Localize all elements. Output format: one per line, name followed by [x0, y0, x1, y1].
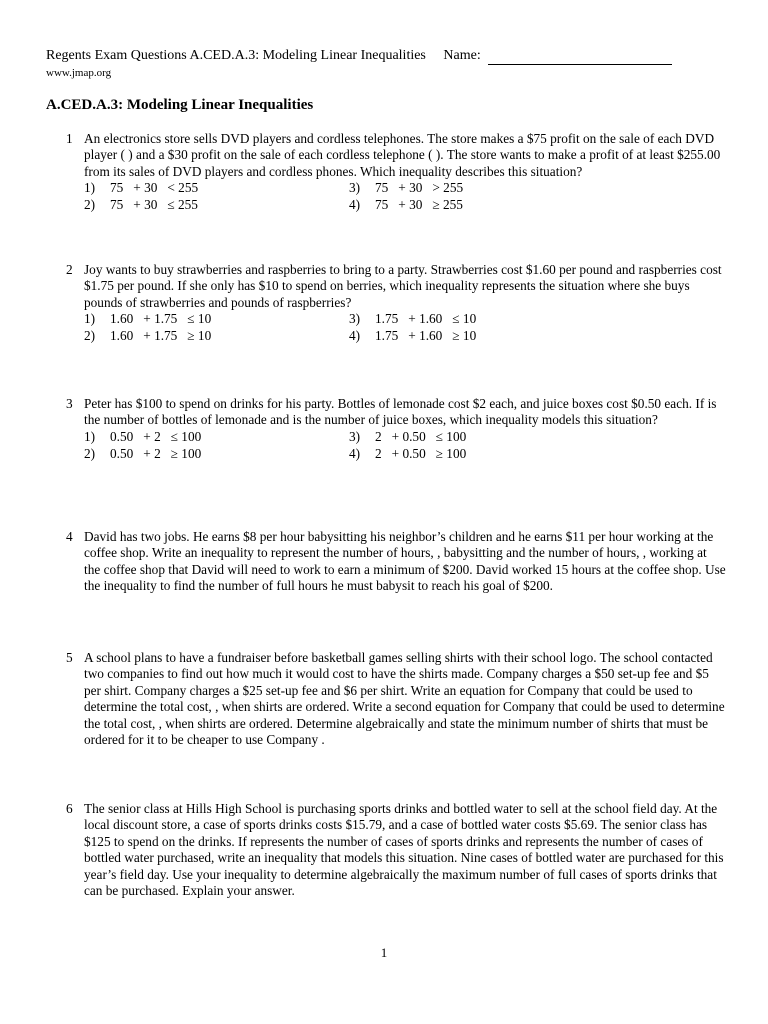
choice-3[interactable]: 3) 75 + 30 > 255 [349, 180, 464, 196]
website-url: www.jmap.org [46, 67, 112, 79]
worksheet-title: Regents Exam Questions A.CED.A.3: Modeling Linear Inequalities [46, 48, 426, 63]
choice-1[interactable]: 1) 0.50 + 2 ≤ 100 [84, 428, 202, 444]
question-text: The senior class at Hills High School is purchasing sports drinks and bottled water to sell at the school field day. At the local discount store, a case of sports drinks costs $15.79, and a case of bottled water costs $5.69. The senior class has $125 to spend on the drinks. If represents the number of cases of sports drinks and represents the number of cases of bottled water purchased, write an inequality that models this situation. Nine cases of bottled water are purchased for this year’s field day. Use your inequality to determine algebraically the maximum number of full cases of sports drinks that can be purchased. Explain your answer. [84, 801, 724, 899]
question-number: 4 [66, 529, 73, 544]
question-text: Joy wants to buy strawberries and raspberries to bring to a party. Strawberries cost $1.60 per pound and raspberries cost $1.75 per pound. If she only has $10 to spend on berries, which inequality represents the situation where she buys pounds of strawberries and pounds of raspberries? [84, 262, 722, 310]
question-3 [66, 396, 726, 462]
question-6 [66, 801, 726, 899]
choice-1[interactable]: 1) 75 + 30 < 255 [84, 180, 199, 196]
choice-3[interactable]: 3) 2 + 0.50 ≤ 100 [349, 428, 467, 444]
question-number: 1 [66, 131, 73, 146]
choice-4[interactable]: 4) 2 + 0.50 ≥ 100 [349, 445, 467, 461]
answer-choices [84, 180, 726, 213]
choice-2[interactable]: 2) 75 + 30 ≤ 255 [84, 197, 198, 213]
question-text: An electronics store sells DVD players and cordless telephones. The store makes a $75 profit on the sale of each DVD player ( ) and a $30 profit on the sale of each cordless telephone ( ). The store wants to make a profit of at least $255.00 from its sales of DVD players and cordless phones. Which inequality describes this situation? [84, 131, 721, 179]
question-5 [66, 650, 726, 748]
question-4 [66, 529, 726, 595]
name-label: Name: [443, 48, 481, 63]
choice-2[interactable]: 2) 0.50 + 2 ≥ 100 [84, 445, 202, 461]
name-blank-line[interactable] [488, 50, 672, 65]
page-header [46, 47, 672, 65]
question-2 [66, 262, 726, 344]
choice-3[interactable]: 3) 1.75 + 1.60 ≤ 10 [349, 311, 477, 327]
answer-choices [84, 311, 726, 344]
question-1 [66, 131, 726, 213]
question-text: A school plans to have a fundraiser before basketball games selling shirts with their school logo. The school contacted two companies to find out how much it would cost to have the shirts made. Company charges a $50 set-up fee and $5 per shirt. Company charges a $25 set-up fee and $6 per shirt. Write an equation for Company that could be used to determine the total cost, , when shirts are ordered. Write a second equation for Company that could be used to determine the total cost, , when shirts are ordered. Determine algebraically and state the minimum number of shirts that must be ordered for it to be cheaper to use Company . [84, 650, 725, 748]
choice-4[interactable]: 4) 75 + 30 ≥ 255 [349, 197, 463, 213]
question-text: David has two jobs. He earns $8 per hour babysitting his neighbor’s children and he earns $11 per hour working at the coffee shop. Write an inequality to represent the number of hours, , babysitting and the number of hours, , working at the coffee shop that David will need to work to earn a minimum of $200. David worked 15 hours at the coffee shop. Use the inequality to find the number of full hours he must babysit to reach his goal of $200. [84, 529, 726, 594]
answer-choices [84, 429, 726, 462]
choice-2[interactable]: 2) 1.60 + 1.75 ≥ 10 [84, 328, 212, 344]
section-title: A.CED.A.3: Modeling Linear Inequalities [46, 97, 314, 113]
choice-1[interactable]: 1) 1.60 + 1.75 ≤ 10 [84, 311, 212, 327]
question-number: 6 [66, 801, 73, 816]
question-number: 3 [66, 396, 73, 411]
choice-4[interactable]: 4) 1.75 + 1.60 ≥ 10 [349, 328, 477, 344]
question-text: Peter has $100 to spend on drinks for his party. Bottles of lemonade cost $2 each, and juice boxes cost $0.50 each. If is the number of bottles of lemonade and is the number of juice boxes, which inequality models this situation? [84, 396, 717, 428]
page-number: 1 [380, 945, 388, 960]
question-number: 2 [66, 262, 73, 277]
question-number: 5 [66, 650, 73, 665]
